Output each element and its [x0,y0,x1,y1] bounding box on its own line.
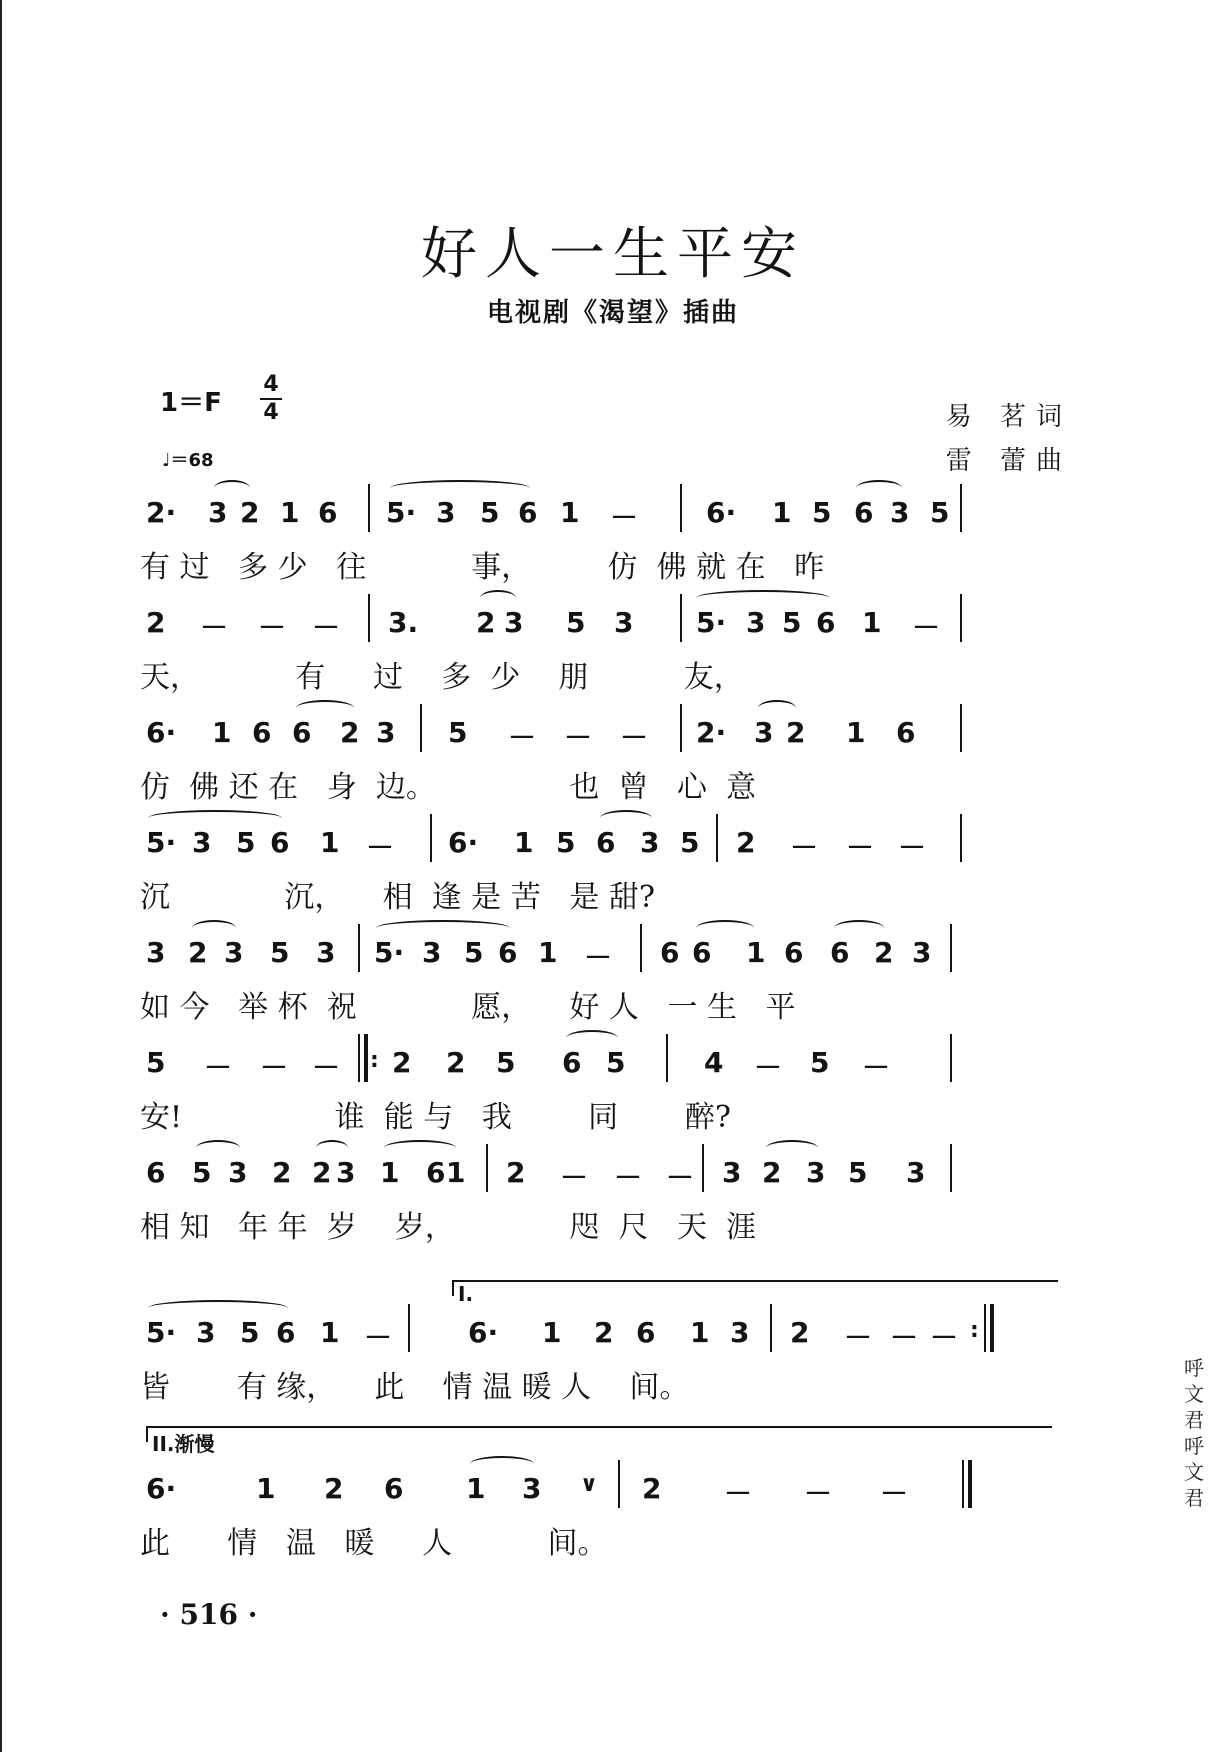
notation-line: 3 2 3 5 3 5· 3 5 6 1 － 6 6 1 6 6 2 3 [140,920,1070,978]
lyrics-line: 相 知 年 年 岁 岁， 咫 尺 天 涯 [140,1210,757,1245]
music-system-9 [140,1456,1070,1566]
music-system-3 [140,700,1070,810]
notation-line: 2· 3 2 1 6 5· 3 5 6 1 － 6· 1 5 6 3 5 [140,480,1070,538]
lyrics-line: 如 今 举 杯 祝 愿， 好 人 一 生 平 [140,990,796,1025]
notation-line: 5 － － － : 2 2 5 6 5 4 － 5 － [140,1030,1070,1088]
lyrics-line: 安! 谁 能 与 我 同 醉? [140,1100,731,1135]
second-ending-bracket: II.渐慢 [146,1426,1052,1442]
time-signature-top: 4 [263,372,279,397]
music-system-2 [140,590,1070,700]
notation-line: 6· 1 2 6 1 3 ∨ 2 － － － [140,1456,1070,1514]
time-signature-bottom: 4 [263,400,279,425]
notation-line: 6· 1 6 6 2 3 5 － － － 2· 3 2 1 6 [140,700,1070,758]
music-system-8 [140,1300,1070,1410]
lyrics-line: 仿 佛 还 在 身 边。 也 曾 心 意 [140,770,757,805]
key-signature: 1＝F [160,388,222,418]
lyrics-line: 此 情 温 暖 人 间。 [140,1526,608,1561]
lyricist-credit: 易 茗词 [945,402,1072,432]
song-subtitle: 电视剧《渴望》插曲 [486,298,739,328]
music-system-6 [140,1030,1070,1140]
lyrics-line: 皆 有 缘， 此 情 温 暖 人 间。 [140,1370,690,1405]
song-title: 好人一生平安 [421,222,805,287]
tempo-marking: ♩＝68 [162,450,214,471]
lyrics-line: 天， 有 过 多 少 朋 友， [140,660,744,695]
music-system-4 [140,810,1070,920]
first-ending-bracket: I. [452,1280,1058,1296]
notation-line: 6 5 3 2 2 3 1 6 1 2 － － － 3 2 3 5 3 [140,1140,1070,1198]
lyrics-line: 有 过 多 少 往 事， 仿 佛 就 在 昨 [140,550,825,585]
music-system-5 [140,920,1070,1030]
music-system-1 [140,480,1070,590]
margin-watermark: 呼文君呼文君 [1184,1356,1204,1510]
page-number: · 516 · [160,1598,258,1631]
notation-line: 2 － － － 3. 2 3 5 3 5· 3 5 6 1 － [140,590,1070,648]
time-signature [256,373,286,425]
lyrics-line: 沉 沉， 相 逢 是 苦 是 甜? [140,880,655,915]
notation-line: 5· 3 5 6 1 － 6· 1 2 6 1 3 2 － － － : [140,1300,1070,1358]
composer-credit: 雷 蕾曲 [945,446,1072,476]
notation-line: 5· 3 5 6 1 － 6· 1 5 6 3 5 2 － － － [140,810,1070,868]
music-system-7 [140,1140,1070,1250]
